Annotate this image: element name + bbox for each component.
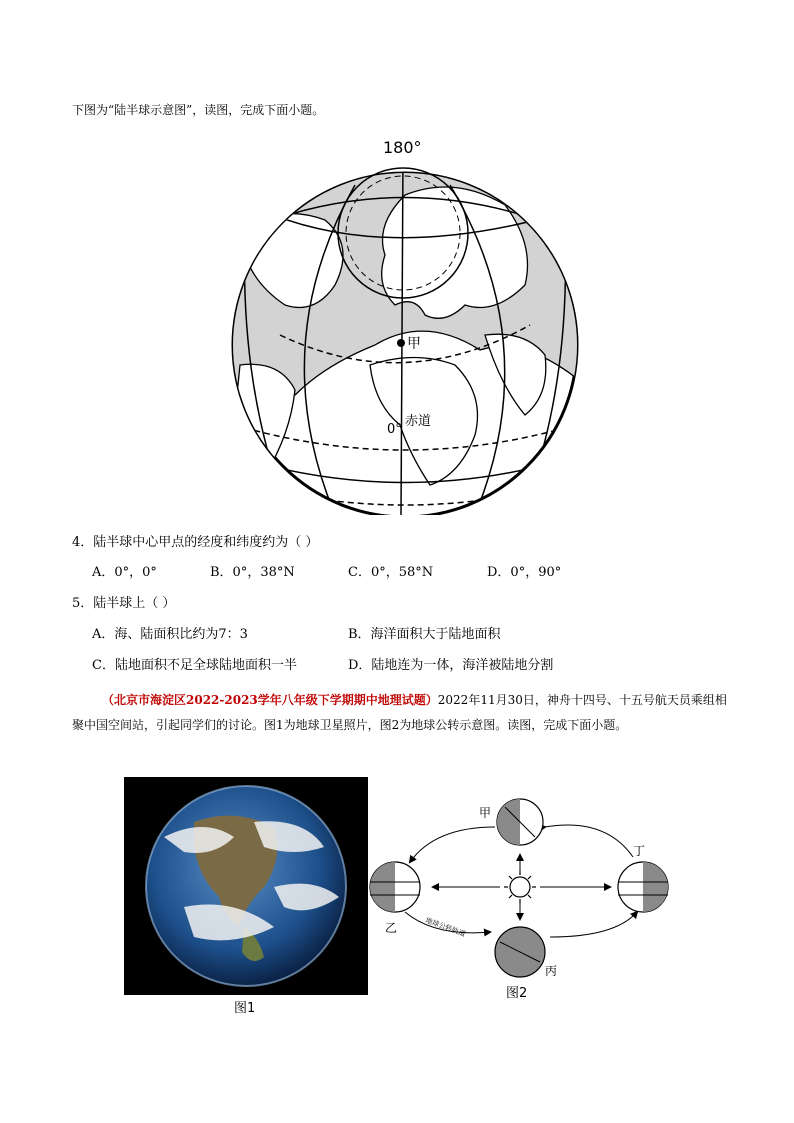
- orbit-arc-bottom-right: [550, 912, 637, 937]
- question-4-option-c[interactable]: C．0°，58°N: [348, 565, 434, 580]
- label-position-ding: 丁: [633, 844, 646, 858]
- label-position-bing: 丙: [545, 964, 558, 978]
- figure-1-earth-photo: [124, 777, 368, 995]
- orbit-arc-top-left: [410, 827, 495, 862]
- earth-position-ding: [618, 862, 668, 912]
- passage: [72, 688, 732, 738]
- figure-1-caption: 图1: [234, 1001, 256, 1016]
- question-4-stem: 4．陆半球中心甲点的经度和纬度约为（ ）: [72, 535, 319, 550]
- question-5-option-b[interactable]: B．海洋面积大于陆地面积: [348, 627, 501, 642]
- earth-position-bing: [495, 927, 545, 977]
- earth-photo-drawing: [124, 777, 368, 995]
- passage-text: 2022年11月30日，神舟十四号、十五号航天员乘组相聚中国空间站，引起同学们的讨论。图1为地球卫星照片，图2为地球公转示意图。读图，完成下面小题。: [72, 693, 727, 732]
- question-4-option-a[interactable]: A．0°，0°: [92, 565, 157, 580]
- earth-position-jia: [497, 799, 543, 845]
- question-5-option-d[interactable]: D．陆地连为一体，海洋被陆地分割: [348, 658, 554, 673]
- question-5-stem: 5．陆半球上（ ）: [72, 596, 176, 611]
- label-jia: 甲: [407, 336, 421, 352]
- sun-icon: [504, 871, 536, 903]
- label-180: 180°: [383, 138, 422, 157]
- intro-text: 下图为“陆半球示意图”，读图，完成下面小题。: [72, 103, 325, 117]
- label-zero: 0°: [387, 422, 402, 437]
- question-4-option-d[interactable]: D．0°，90°: [487, 565, 562, 580]
- question-4-option-b[interactable]: B．0°，38°N: [210, 565, 295, 580]
- label-position-yi: 乙: [385, 921, 398, 935]
- label-position-jia: 甲: [479, 806, 492, 820]
- figure-2-orbit-diagram: [365, 797, 685, 1002]
- question-5-option-c[interactable]: C．陆地面积不足全球陆地面积一半: [92, 658, 297, 673]
- land-hemisphere-diagram: [225, 135, 585, 515]
- label-orbit: 地球公转轨道: [424, 916, 467, 939]
- point-jia-marker: [397, 339, 405, 347]
- earth-position-yi: [370, 862, 420, 912]
- question-5-option-a[interactable]: A．海、陆面积比约为7：3: [92, 627, 248, 642]
- figure-2-caption: 图2: [506, 986, 528, 1001]
- label-equator: 赤道: [405, 414, 432, 429]
- passage-source: （北京市海淀区2022-2023学年八年级下学期期中地理试题）: [102, 693, 438, 707]
- orbit-arc-top-right: [545, 825, 633, 857]
